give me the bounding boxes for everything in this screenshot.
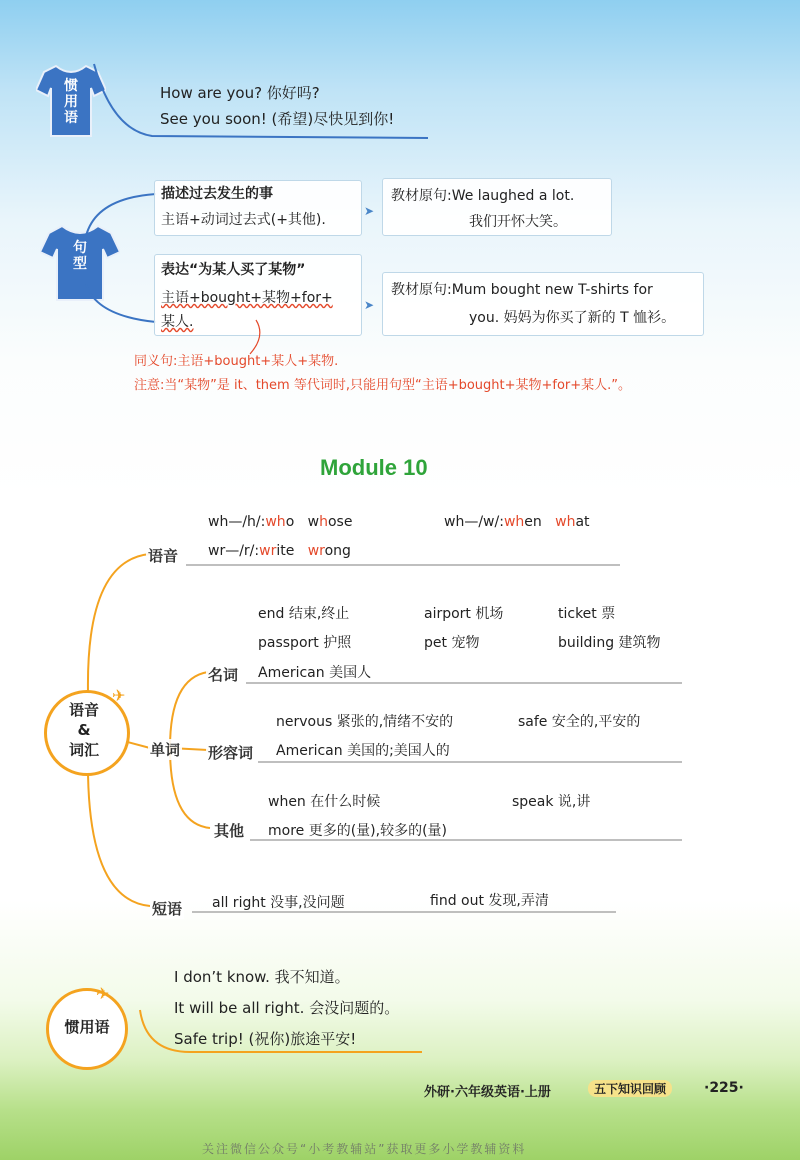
- example1-label: 教材原句:: [391, 188, 452, 204]
- module-title: Module 10: [320, 455, 428, 480]
- arrow-right-icon: ➤: [364, 298, 375, 312]
- phrase-see-you-soon: See you soon! (希望)尽快见到你!: [160, 110, 395, 128]
- phonics-row1a: wh—/h/:who whose: [208, 514, 353, 530]
- page-number: ·225·: [704, 1080, 744, 1096]
- phrase-how-are-you: How are you? 你好吗?: [160, 84, 320, 102]
- adjectives-label: 形容词: [208, 744, 254, 762]
- nouns-label: 名词: [208, 666, 239, 684]
- pattern2-formula-line1: 主语+bought+某物+for+: [161, 290, 333, 306]
- others-label: 其他: [214, 822, 245, 840]
- noun-item: building 建筑物: [558, 635, 661, 651]
- arrow-right-icon: ➤: [364, 204, 375, 218]
- synonym-note: 同义句:主语+bought+某人+某物.: [134, 354, 339, 369]
- example1-en: We laughed a lot.: [451, 188, 575, 204]
- idiom-item: It will be all right. 会没问题的。: [174, 999, 400, 1017]
- adjective-item: safe 安全的,平安的: [518, 714, 641, 730]
- phonics-row2: wr—/r/:write wrong: [208, 543, 351, 559]
- idiom-node-label: 惯用语: [64, 1018, 110, 1036]
- phonics-row1b: wh—/w/:when what: [444, 514, 590, 530]
- noun-item: American 美国人: [258, 665, 372, 681]
- others-item: when 在什么时候: [268, 794, 381, 810]
- airplane-icon: ✈: [112, 686, 126, 705]
- book-title: 外研·六年级英语·上册: [424, 1085, 551, 1100]
- noun-item: end 结束,终止: [258, 606, 350, 622]
- attention-note: 注意:当“某物”是 it、them 等代词时,只能用句型“主语+bought+某物+for+某人.”。: [134, 378, 632, 393]
- idiom-badge: 惯用语: [64, 78, 78, 126]
- idiom-item: Safe trip! (祝你)旅途平安!: [174, 1030, 357, 1048]
- pattern1-title: 描述过去发生的事: [161, 186, 273, 202]
- noun-item: ticket 票: [558, 606, 616, 622]
- pattern-badge: 句型: [73, 240, 87, 272]
- noun-item: airport 机场: [424, 606, 504, 622]
- root-label: 语音 & 词汇: [68, 701, 99, 759]
- review-tag: 五下知识回顾: [588, 1080, 672, 1097]
- others-item: speak 说,讲: [512, 794, 591, 810]
- airplane-icon: ✈: [96, 984, 110, 1003]
- example2-en1: Mum bought new T-shirts for: [451, 282, 653, 298]
- adjective-item: American 美国的;美国人的: [276, 743, 450, 759]
- phonics-label: 语音: [148, 547, 179, 565]
- example1-cn: 我们开怀大笑。: [469, 214, 567, 230]
- example2-en2: you. 妈妈为你买了新的 T 恤衫。: [469, 310, 676, 326]
- words-label: 单词: [150, 741, 181, 759]
- phrase-item: find out 发现,弄清: [430, 893, 549, 909]
- idiom-item: I don’t know. 我不知道。: [174, 968, 350, 986]
- phrase-item: all right 没事,没问题: [212, 895, 345, 911]
- example2-label: 教材原句:: [391, 282, 452, 298]
- adjective-item: nervous 紧张的,情绪不安的: [276, 714, 454, 730]
- others-item: more 更多的(量),较多的(量): [268, 823, 448, 839]
- watermark: 关注微信公众号“小考教辅站”获取更多小学教辅资料: [202, 1142, 527, 1156]
- noun-item: pet 宠物: [424, 635, 480, 651]
- pattern2-formula-line2: 某人.: [161, 314, 194, 330]
- phrases-label: 短语: [152, 900, 183, 918]
- pattern1-formula: 主语+动词过去式(+其他).: [161, 212, 326, 228]
- pattern2-title: 表达“为某人买了某物”: [161, 262, 306, 278]
- noun-item: passport 护照: [258, 635, 352, 651]
